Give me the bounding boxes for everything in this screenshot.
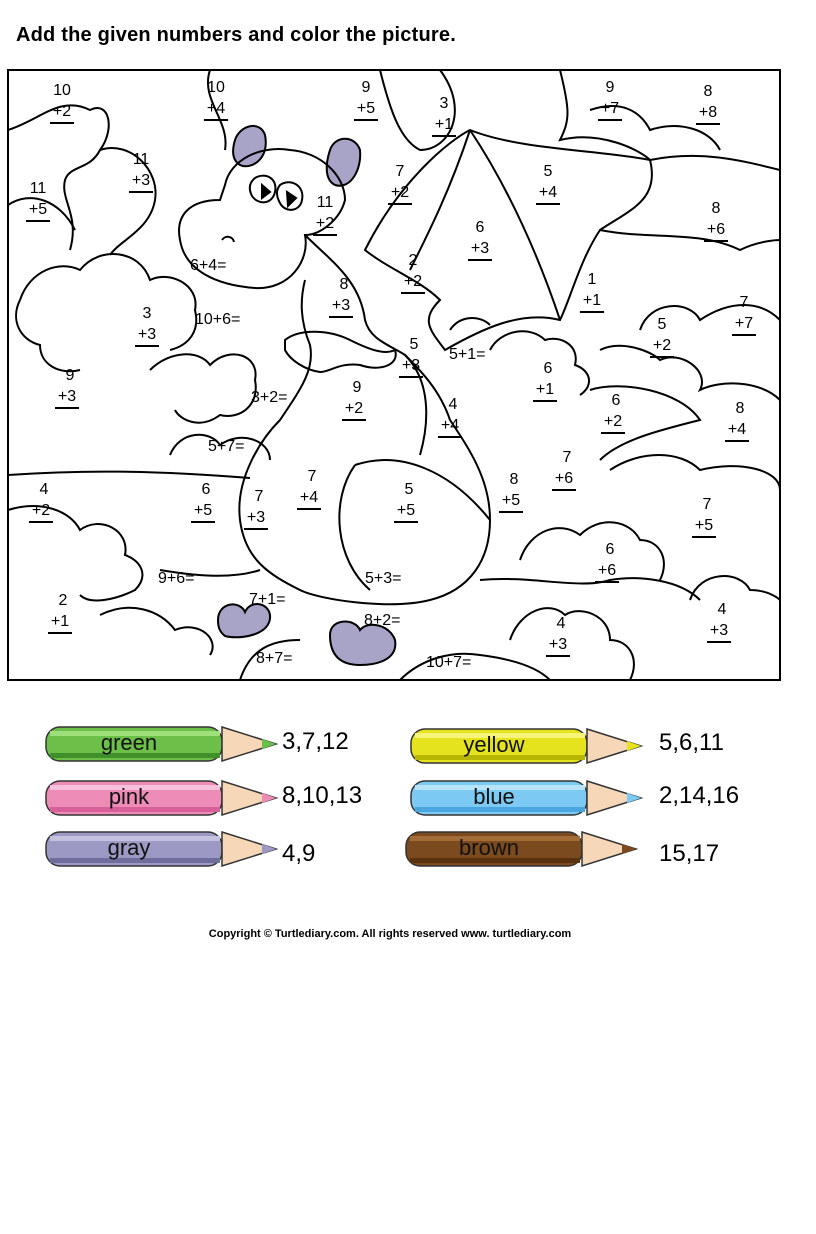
problem-addend: +5 [396,502,416,519]
pencil-green [44,725,284,770]
problem-addend: 9 [352,379,362,396]
problem-addend: 5 [543,163,553,180]
problem-addend: 7 [562,449,572,466]
problem-addend: 6 [605,541,615,558]
pencil-brown [404,830,644,875]
problem-addend: +1 [535,381,555,398]
problem-addend: +2 [652,337,672,354]
problem-addend: +3 [548,636,568,653]
pencil-label: green [100,730,158,755]
problem-addend: 6 [611,392,621,409]
problem-addend: +3 [137,326,157,343]
pencil-yellow [409,727,649,772]
legend-numbers: 3,7,12 [282,728,349,755]
problem-addend: +2 [31,502,51,519]
problem-addend: +3 [246,509,266,526]
pencil-blue [409,779,649,824]
problem-addend: 6 [201,481,211,498]
pencil-label: blue [473,784,515,809]
problem-addend: +4 [727,421,747,438]
problem-addend: +3 [709,622,729,639]
problem-1 [50,82,74,123]
problem-addend: 11 [316,194,334,211]
inline-problem: 3+2= [251,389,288,406]
problem-addend: +6 [554,470,574,487]
problem-addend: 8 [735,400,745,417]
problem-addend: 4 [717,601,727,618]
problem-addend: 9 [361,79,371,96]
problem-addend: +3 [470,240,490,257]
legend-numbers: 4,9 [282,840,316,867]
problem-addend: +5 [193,502,213,519]
problem-addend: 10 [53,82,71,99]
inline-problem: 7+1= [249,591,286,608]
problem-addend: +4 [299,489,319,506]
pencil-pink [44,779,284,824]
problem-addend: 3 [142,305,152,322]
problem-addend: 3 [439,95,449,112]
problem-addend: 8 [509,471,519,488]
legend-numbers: 8,10,13 [282,782,363,809]
problem-addend: 9 [605,79,615,96]
inline-problem: 10+7= [426,654,472,671]
problem-addend: +3 [401,357,421,374]
problem-addend: +5 [694,517,714,534]
problem-addend: 5 [409,336,419,353]
problem-addend: 7 [739,294,749,311]
problem-addend: +2 [52,103,72,120]
problem-addend: 11 [132,151,150,168]
problem-addend: +2 [603,413,623,430]
problem-addend: 7 [702,496,712,513]
problem-addend: 8 [711,200,721,217]
pencil-label: yellow [463,732,525,757]
problem-addend: 8 [339,276,349,293]
problem-addend: 8 [703,83,713,100]
problem-addend: 11 [29,180,47,197]
problem-addend: +2 [390,184,410,201]
inline-problem: 8+2= [364,612,401,629]
pencil-gray [44,830,284,875]
problem-addend: +6 [706,221,726,238]
problem-addend: +5 [501,492,521,509]
problem-addend: 7 [307,468,317,485]
problem-addend: 2 [58,592,68,609]
problem-2 [204,79,228,120]
problem-addend: +1 [582,292,602,309]
problem-addend: +5 [356,100,376,117]
picture-frame [8,70,780,680]
problem-addend: +1 [434,116,454,133]
inline-problem: 6+4= [190,257,227,274]
problem-addend: 6 [543,360,553,377]
problem-addend: +2 [403,273,423,290]
problem-addend: 7 [254,488,264,505]
problem-addend: +3 [331,297,351,314]
pencil-label: gray [107,835,151,860]
problem-addend: 9 [65,367,75,384]
legend-numbers: 15,17 [659,840,720,867]
problem-addend: +7 [734,315,754,332]
problem-addend: +4 [538,184,558,201]
inline-problem: 10+6= [195,311,241,328]
instruction-title: Add the given numbers and color the picture. [16,24,456,46]
problem-addend: +6 [597,562,617,579]
problem-addend: +4 [440,417,460,434]
problem-addend: +2 [344,400,364,417]
pencil-label: brown [459,835,519,860]
problem-addend: 7 [395,163,405,180]
legend-numbers: 2,14,16 [659,782,740,809]
problem-addend: +3 [57,388,77,405]
problem-addend: +4 [206,100,226,117]
problem-addend: 6 [475,219,485,236]
copyright-notice: Copyright © Turtlediary.com. All rights reserved www. turtlediary.com [208,928,572,940]
legend-numbers: 5,6,11 [659,729,724,756]
pencil-label: pink [108,784,150,809]
problem-addend: 4 [448,396,458,413]
problem-addend: +2 [315,215,335,232]
inline-problem: 9+6= [158,570,195,587]
problem-addend: 2 [408,252,418,269]
problem-addend: +3 [131,172,151,189]
problem-addend: 1 [587,271,597,288]
inline-problem: 5+3= [365,570,402,587]
inline-problem: 8+7= [256,650,293,667]
problem-addend: +1 [50,613,70,630]
problem-addend: +5 [28,201,48,218]
problem-addend: +8 [698,104,718,121]
problem-addend: 10 [207,79,225,96]
problem-addend: +7 [600,100,620,117]
problem-addend: 5 [657,316,667,333]
problem-addend: 4 [556,615,566,632]
inline-problem: 5+7= [208,438,245,455]
inline-problem: 5+1= [449,346,486,363]
problem-addend: 5 [404,481,414,498]
problem-addend: 4 [39,481,49,498]
